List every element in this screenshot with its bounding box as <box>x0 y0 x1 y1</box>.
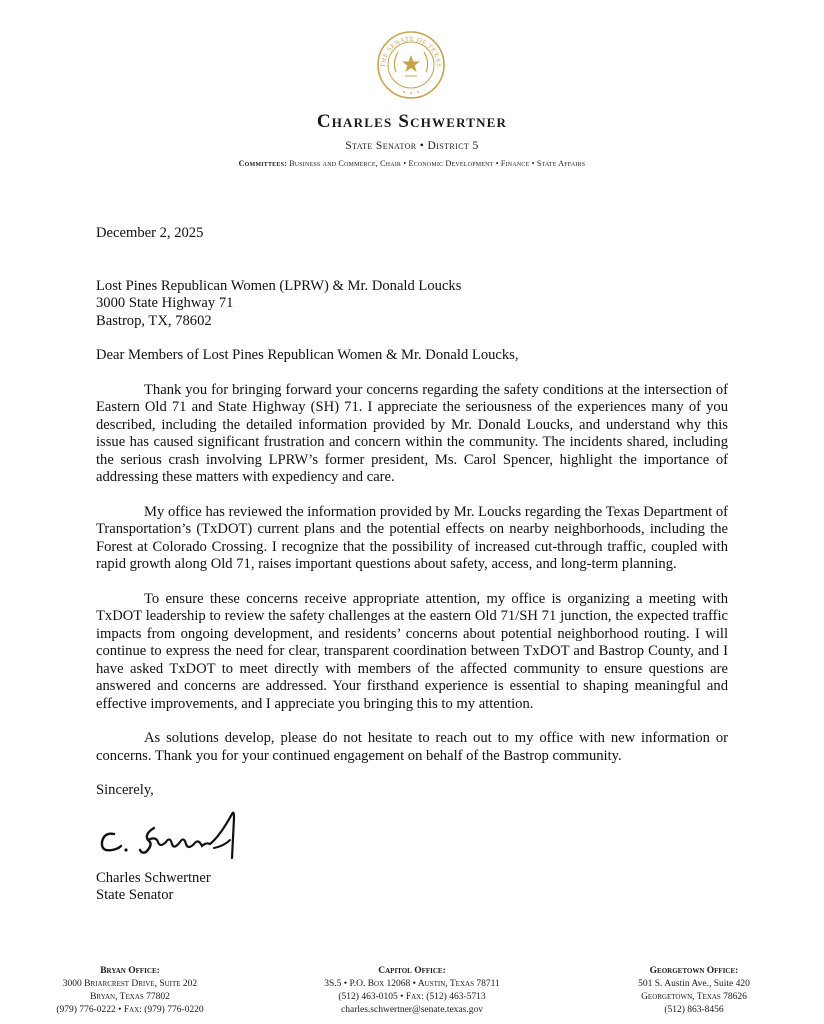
body-paragraph: To ensure these concerns receive appropriate attention, my office is organizing a meeting with TxDOT leadership to review the safety challenges at the eastern Old 71/SH 71 junction, the expected traffic impacts from ongoing development, and residents’ concerns about potential neighborhood routing. I will continue to express the need for clear, transparent coordination between TxDOT and Bastrop County, and I have asked TxDOT to meet directly with members of the affected community to ensure questions are answered and concerns are addressed. Your firsthand experience is essential to shaping meaningful and effective improvements, and I appreciate you bringing this to my attention. <box>96 590 728 712</box>
office-heading: Bryan Office: <box>100 966 160 976</box>
recipient-line: Bastrop, TX, 78602 <box>96 312 212 329</box>
office-city: Georgetown, Texas 78626 <box>641 992 747 1002</box>
body-paragraph: Thank you for bringing forward your concerns regarding the safety conditions at the intersection of Eastern Old 71 and State Highway (SH) 71. I appreciate the seriousness of the experiences many of you described, including the detailed information provided by Mr. Donald Loucks, and understand why this issue has caused significant frustration and concern within the community. The incidents shared, including the serious crash involving LPRW’s former president, Ms. Carol Spencer, highlight the importance of addressing these matters with expediency and care. <box>96 381 728 485</box>
signer-title: State Senator <box>96 887 174 903</box>
footer-offices <box>0 965 824 1017</box>
committees-label: Committees: <box>238 159 287 168</box>
office-address: 3S.5 • P.O. Box 12068 • Austin, Texas 78711 <box>324 979 500 989</box>
svg-text:THE SENATE OF TEXAS: THE SENATE OF TEXAS <box>379 35 443 68</box>
letter-body <box>96 225 728 905</box>
senate-seal-icon <box>376 30 446 100</box>
letter-date: December 2, 2025 <box>96 225 204 241</box>
office-capitol <box>282 965 542 1017</box>
salutation: Dear Members of Lost Pines Republican Women & Mr. Donald Loucks, <box>96 347 519 363</box>
office-phone: (512) 463-0105 • Fax: (512) 463-5713 <box>338 992 486 1002</box>
office-city: Bryan, Texas 77802 <box>90 992 170 1002</box>
recipient-line: 3000 State Highway 71 <box>96 295 234 311</box>
office-address: 3000 Briarcrest Drive, Suite 202 <box>62 979 198 989</box>
office-bryan <box>0 965 260 1017</box>
office-address: 501 S. Austin Ave., Suite 420 <box>638 979 750 989</box>
closing: Sincerely, <box>96 782 154 798</box>
senator-title: State Senator • District 5 <box>345 140 479 152</box>
office-email-link[interactable]: charles.schwertner@senate.texas.gov <box>341 1005 483 1015</box>
office-georgetown <box>564 965 824 1017</box>
office-phone: (512) 863-8456 <box>664 1005 724 1015</box>
recipient-address <box>96 278 728 331</box>
recipient-line: Lost Pines Republican Women (LPRW) & Mr. Donald Loucks <box>96 277 462 294</box>
letterhead <box>0 110 824 169</box>
senator-name: Charles Schwertner <box>316 111 508 132</box>
committees-line <box>0 158 824 169</box>
committees-list: Business and Commerce, Chair • Economic Development • Finance • State Affairs <box>289 159 586 168</box>
office-heading: Capitol Office: <box>378 966 446 976</box>
signature-icon <box>96 806 256 866</box>
body-paragraph: As solutions develop, please do not hesitate to reach out to my office with new information or concerns. Thank you for your continued engagement on behalf of the Bastrop community. <box>96 730 728 764</box>
signer-name: Charles Schwertner <box>96 869 211 886</box>
office-heading: Georgetown Office: <box>649 966 739 976</box>
body-paragraph: My office has reviewed the information provided by Mr. Loucks regarding the Texas Department of Transportation’s (TxDOT) current plans and the potential effects on nearby neighborhoods, including the Forest at Colorado Crossing. I recognize that the possibility of increased cut-through traffic, coupled with rapid growth along Old 71, raises important questions about safety, access, and long-term planning. <box>96 503 728 572</box>
office-phone: (979) 776-0222 • Fax: (979) 776-0220 <box>56 1005 204 1015</box>
